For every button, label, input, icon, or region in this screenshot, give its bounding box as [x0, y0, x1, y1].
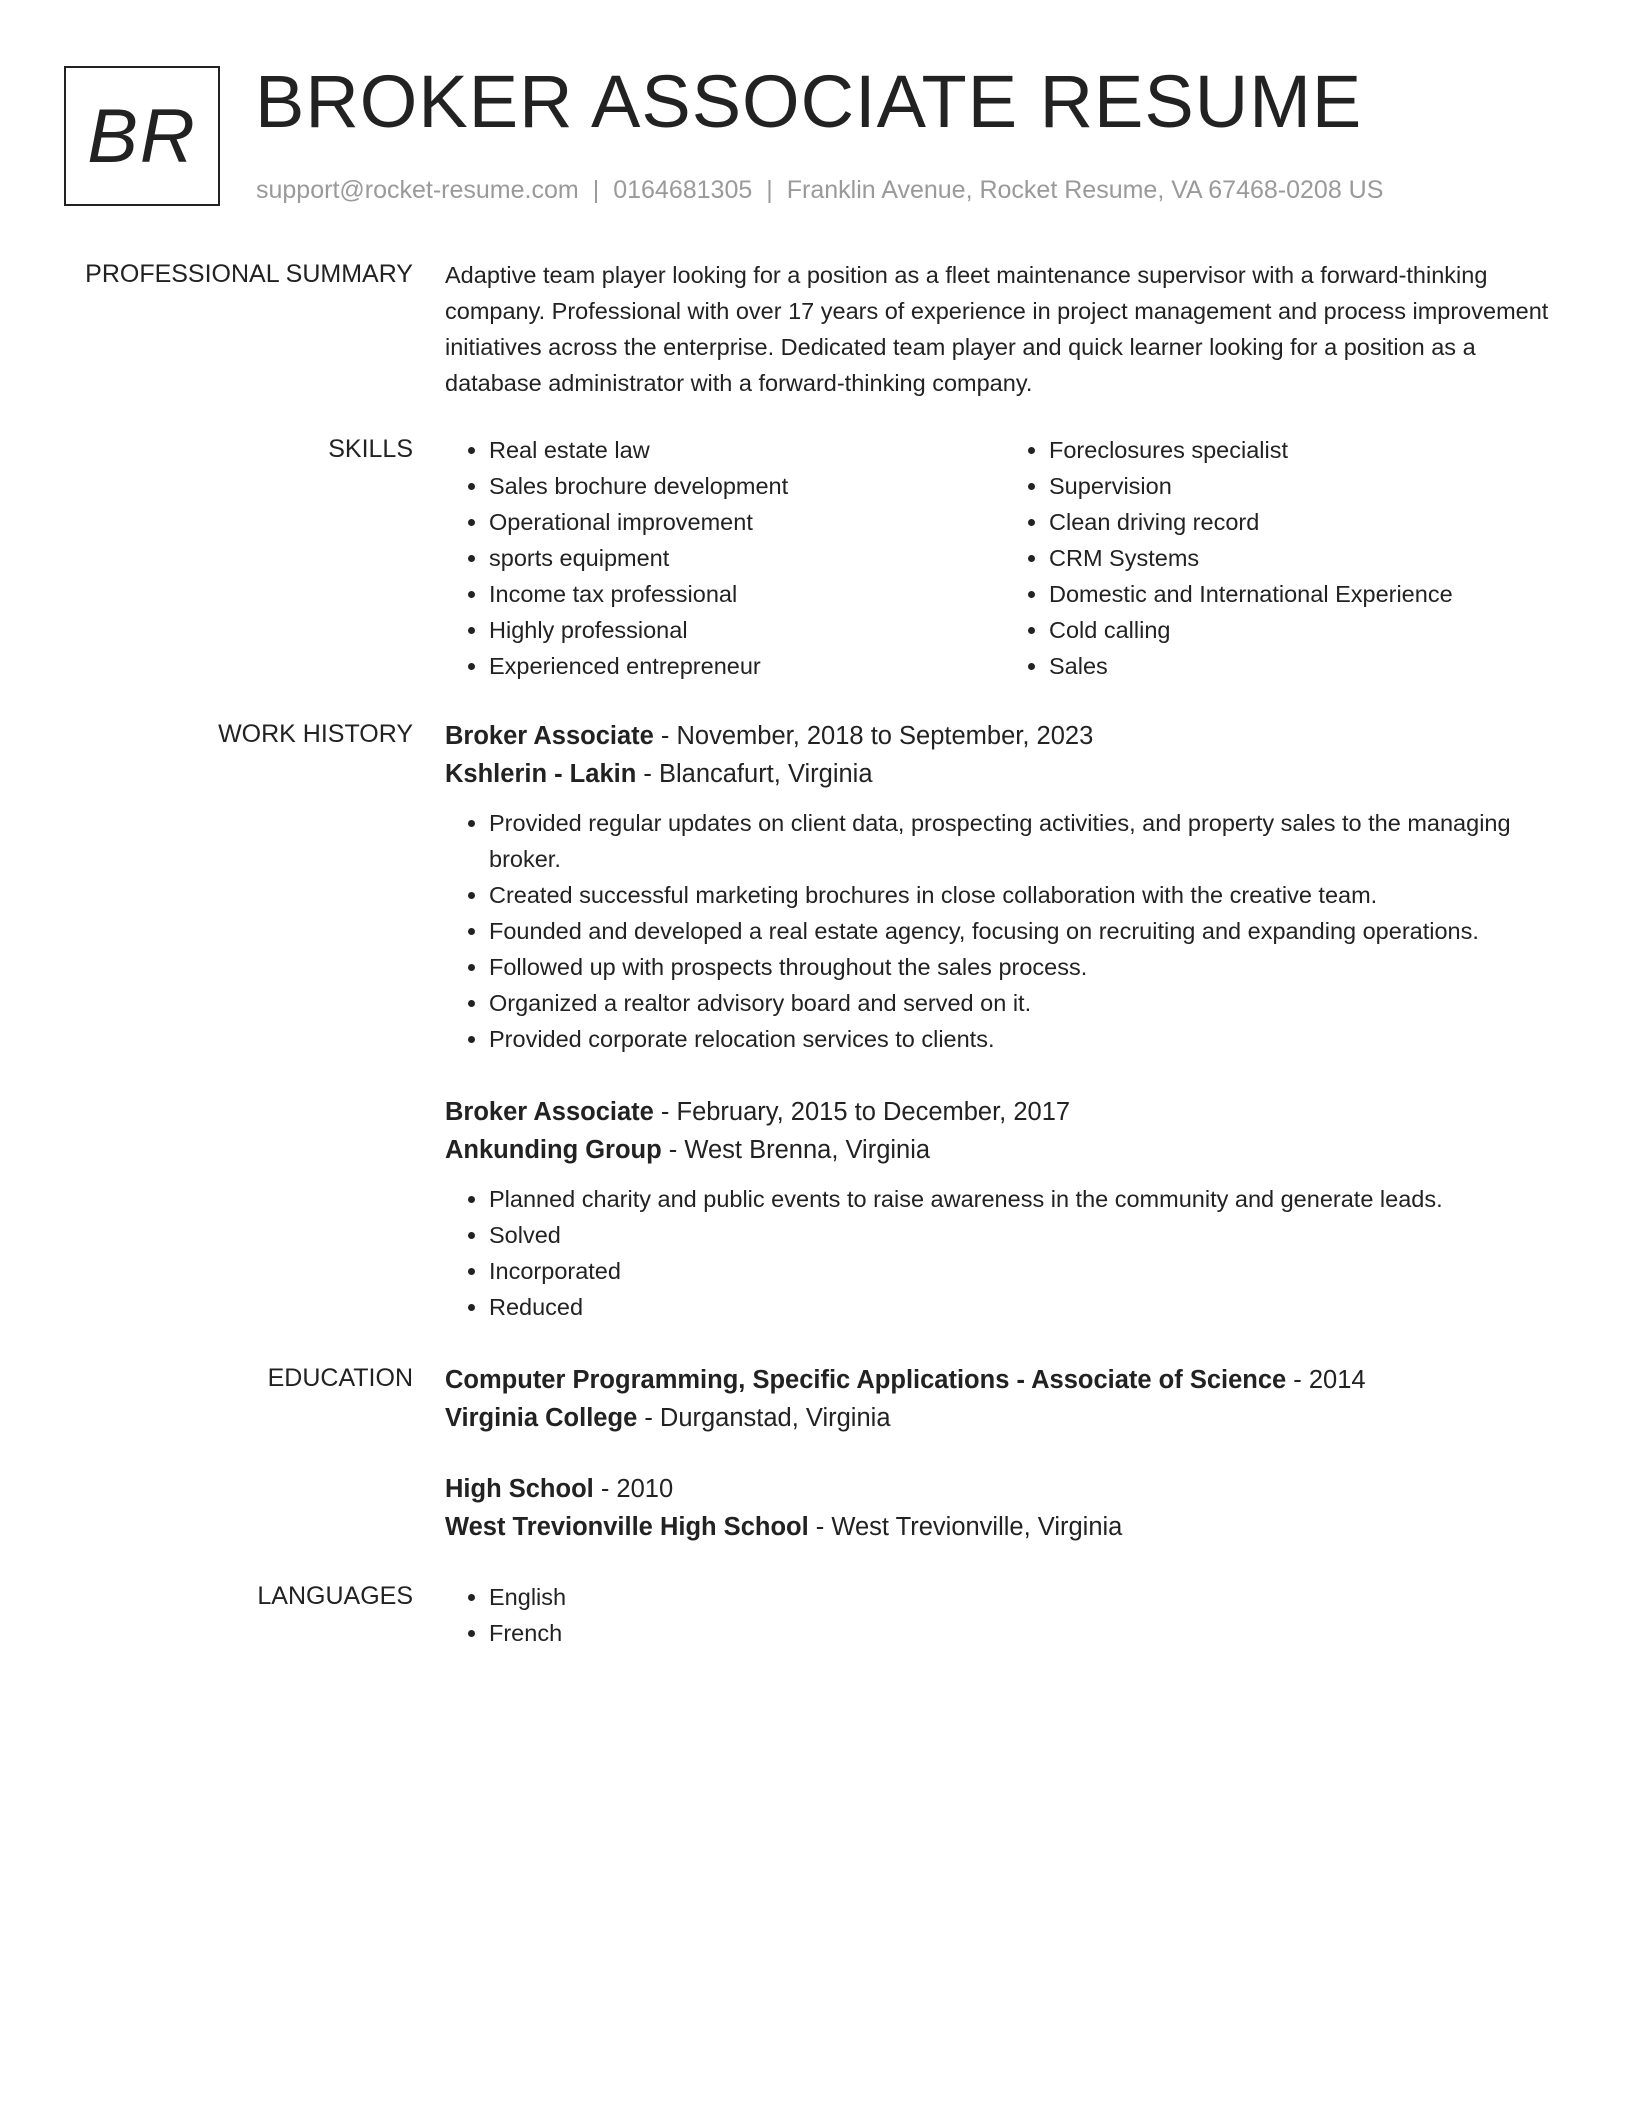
job-role: Broker Associate [445, 722, 654, 750]
education-year: - 2014 [1286, 1366, 1366, 1394]
job-location: - West Brenna, Virginia [661, 1136, 931, 1164]
contact-separator: | [592, 176, 600, 204]
section-title-education: EDUCATION [267, 1364, 413, 1392]
job-bullet: • Provided regular updates on client data, prospecting activities, and property sales to the managing broker. [489, 805, 1565, 877]
languages-list [445, 1579, 1565, 1651]
skill-item: • Operational improvement [489, 504, 1005, 540]
education-school: West Trevionville High School [445, 1513, 809, 1541]
education-degree: Computer Programming, Specific Applications - Associate of Science [445, 1366, 1287, 1394]
job-title-line [445, 1093, 1565, 1131]
skill-item: • Foreclosures specialist [1049, 432, 1565, 468]
job-bullet: • Solved [489, 1217, 1565, 1253]
job-bullets [445, 805, 1565, 1057]
job-company: Kshlerin - Lakin [445, 760, 637, 788]
education-school-line [445, 1399, 1565, 1437]
job-bullet: • Incorporated [489, 1253, 1565, 1289]
job-company-line [445, 755, 1565, 793]
skill-item: • Experienced entrepreneur [489, 648, 1005, 684]
job-role: Broker Associate [445, 1098, 654, 1126]
skills-list-left [445, 432, 1005, 684]
education-year: - 2010 [593, 1475, 674, 1503]
contact-line [256, 174, 1383, 206]
job-dates: - February, 2015 to December, 2017 [653, 1098, 1071, 1126]
education-degree-line [445, 1470, 1565, 1508]
skill-item: • Sales [1049, 648, 1565, 684]
job-entry [445, 717, 1565, 1057]
skill-item: • Sales brochure development [489, 468, 1005, 504]
job-bullet: • Reduced [489, 1289, 1565, 1325]
language-item: • French [489, 1615, 1565, 1651]
summary-text: Adaptive team player looking for a position as a fleet maintenance supervisor with a forward-thinking company. Professional with over 17 years of experience in project management and process improvement initiatives across the enterprise. Dedicated team player and quick learner looking for a position as a database administrator with a forward-thinking company. [445, 262, 1549, 396]
contact-phone[interactable]: 0164681305 [613, 176, 753, 204]
job-dates: - November, 2018 to September, 2023 [653, 722, 1094, 750]
job-bullet: • Planned charity and public events to raise awareness in the community and generate leads. [489, 1181, 1565, 1217]
job-bullets [445, 1181, 1565, 1325]
resume-title: BROKER ASSOCIATE RESUME [255, 60, 1363, 143]
job-bullet: • Provided corporate relocation services to clients. [489, 1021, 1565, 1057]
contact-separator: | [766, 176, 773, 204]
job-company: Ankunding Group [445, 1136, 662, 1164]
job-title-line [445, 717, 1565, 755]
section-title-work: WORK HISTORY [218, 720, 413, 748]
skills-list-right [1005, 432, 1565, 684]
skill-item: • Income tax professional [489, 576, 1005, 612]
education-location: - West Trevionville, Virginia [808, 1513, 1123, 1541]
education-location: - Durganstad, Virginia [637, 1404, 891, 1432]
job-bullet: • Followed up with prospects throughout the sales process. [489, 949, 1565, 985]
section-title-summary: PROFESSIONAL SUMMARY [85, 260, 413, 288]
job-bullet: • Organized a realtor advisory board and served on it. [489, 985, 1565, 1021]
job-entry [445, 1093, 1565, 1325]
section-title-languages: LANGUAGES [257, 1582, 413, 1610]
education-entry [445, 1361, 1565, 1437]
skill-item: • Supervision [1049, 468, 1565, 504]
job-location: - Blancafurt, Virginia [636, 760, 873, 788]
skill-item: • CRM Systems [1049, 540, 1565, 576]
skill-item: • sports equipment [489, 540, 1005, 576]
contact-email[interactable]: support@rocket-resume.com [256, 176, 579, 204]
education-degree-line [445, 1361, 1565, 1399]
job-company-line [445, 1131, 1565, 1169]
skill-item: • Cold calling [1049, 612, 1565, 648]
monogram-logo: BR [64, 66, 220, 206]
job-bullet: • Founded and developed a real estate agency, focusing on recruiting and expanding operations. [489, 913, 1565, 949]
education-school: Virginia College [445, 1404, 638, 1432]
job-bullet: • Created successful marketing brochures in close collaboration with the creative team. [489, 877, 1565, 913]
section-title-skills: SKILLS [328, 435, 413, 463]
contact-address: Franklin Avenue, Rocket Resume, VA 67468-0208 US [786, 176, 1384, 204]
skill-item: • Clean driving record [1049, 504, 1565, 540]
education-degree: High School [445, 1475, 594, 1503]
skill-item: • Real estate law [489, 432, 1005, 468]
education-school-line [445, 1508, 1565, 1546]
skill-item: • Highly professional [489, 612, 1005, 648]
education-entry [445, 1470, 1565, 1546]
skill-item: • Domestic and International Experience [1049, 576, 1565, 612]
language-item: • English [489, 1579, 1565, 1615]
